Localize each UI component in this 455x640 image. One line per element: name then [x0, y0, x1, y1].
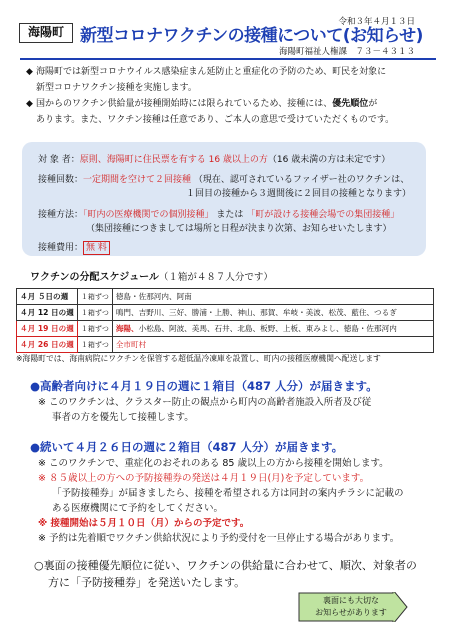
section-1-note-2: 事者の方を優先して接種します。	[52, 412, 194, 423]
section-1-heading: ●高齢者向けに４月１９日の週に１箱目（487 人分）が届きます。	[30, 379, 378, 393]
distribution-schedule-table	[16, 288, 434, 353]
section-2-heading: ●続いて４月２６日の週に２箱目（487 人分）が届きます。	[30, 440, 344, 454]
town-label: 海陽町	[19, 23, 73, 43]
storage-note: ※海陽町では、海南病院にワクチンを保管する超低温冷凍庫を設置し、町内の接種医療機関へ配送します	[16, 354, 381, 363]
section-2-note-2: ※ ８５歳以上の方への予防接種券の発送は４月１９日(月)を予定しています。	[38, 473, 370, 484]
section-2-note-3: 「予防接種券」が届きましたら、接種を希望される方は同封の案内チラシに記載の	[52, 488, 404, 499]
section-2-note-5: ※ 接種開始は５月１０日（月）からの予定です。	[38, 518, 250, 529]
notice-date: 令和３年４月１３日	[338, 17, 415, 27]
target-row: 対 象 者：原則、海陽町に住民票を有する 16 歳以上の方（16 歳未満の方は未定です）	[38, 155, 391, 165]
diamond-bullet-icon: ◆	[26, 67, 33, 77]
section-2-note-1: ※ このワクチンで、重症化のおそれのある 85 歳以上の方から接種を開始します。	[38, 458, 389, 469]
count-note: １回目の接種から３週間後に２回目の接種となります）	[186, 189, 412, 199]
intro-paragraph-1: ◆ 海陽町では新型コロナウイルス感染症まん延防止と重症化の予防のため、町民を対象に 新型コロナワクチン接種を実施します。	[26, 67, 387, 93]
count-row: 接種回数：一定期間を空けて２回接種 （現在、認可されているファイザー社のワクチンは、	[38, 175, 410, 185]
table-row: ４月 ５日の週 １箱ずつ 徳島・佐那河内、阿南	[17, 289, 434, 305]
method-note: （集団接種につきましては場所と日程が決まり次第、お知らせいたします）	[86, 224, 392, 234]
table-row-highlight: ４月 19 日の週 １箱ずつ 海陽、小松島、阿波、美馬、石井、北島、板野、上板、東みよし、徳島・佐那河内	[17, 321, 434, 337]
section-1-note-1: ※ このワクチンは、クラスター防止の観点から町内の高齢者施設入所者及び従	[38, 397, 372, 408]
back-side-note	[298, 592, 408, 622]
table-row-highlight: ４月 26 日の週 １箱ずつ 全市町村	[17, 337, 434, 353]
section-2-note-4: ある医療機関にて予約をしてください。	[52, 503, 224, 514]
section-2-note-6: ※ 予約は先着順でワクチン供給状況により予約受付を一旦停止する場合があります。	[38, 533, 400, 544]
back-note-text: 裏面にも大切な お知らせがあります	[315, 596, 387, 617]
fee-row: 接種費用： 無 料	[38, 240, 110, 255]
page-title: 新型コロナワクチンの接種について(お知らせ)	[80, 26, 423, 46]
method-row: 接種方法：「町内の医療機関での個別接種」 または 「町が設ける接種会場での集団接種」	[38, 210, 400, 220]
department-contact: 海陽町福祉人権課 ７３－４３１３	[278, 47, 415, 57]
title-divider	[20, 58, 436, 60]
table-row: ４月 12 日の週 １箱ずつ 鳴門、吉野川、三好、勝浦・上勝、神山、那賀、牟岐・美波、松茂、藍住、つるぎ	[17, 305, 434, 321]
schedule-title: ワクチンの分配スケジュール（１箱が４８７人分です）	[30, 272, 273, 283]
closing-paragraph: ○裏面の接種優先順位に従い、ワクチンの供給量に合わせて、順次、対象者の 方に「予防接種券」を発送いたします。	[34, 559, 417, 589]
intro-paragraph-2: ◆ 国からのワクチン供給量が接種開始時には限られているため、接種には、優先順位が あります。また、ワクチン接種は任意であり、ご本人の意思で受けていただくものです。	[26, 99, 395, 125]
diamond-bullet-icon: ◆	[26, 99, 33, 109]
